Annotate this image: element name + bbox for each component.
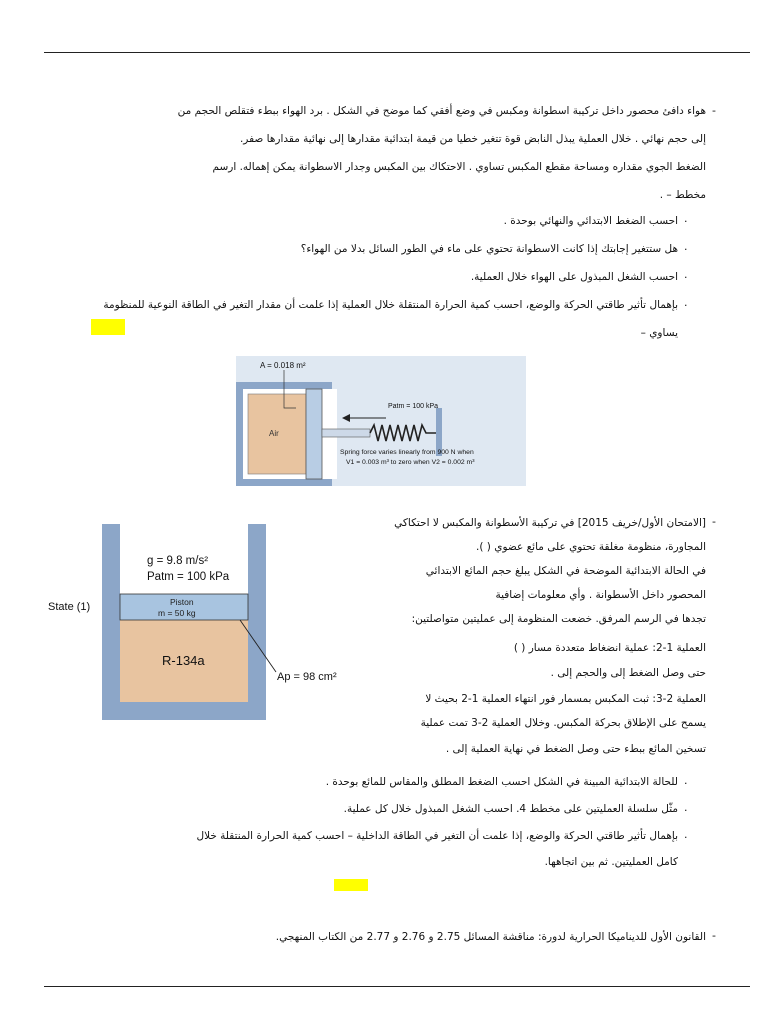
gravity-label: g = 9.8 m/s² xyxy=(147,555,209,567)
problem2-item-1: للحالة الابتدائية المبينة في الشكل احسب الضغط المطلق والمقاس للمائع بوحدة . xyxy=(325,776,678,788)
area-label: A = 0.018 m² xyxy=(260,361,306,370)
spring-note-line-2: V1 = 0.003 m³ to zero when V2 = 0.002 m³ xyxy=(346,459,475,466)
problem2-item-mark: . xyxy=(684,801,688,814)
problem2-line-8: العملية 2-3: ثبت المكبس بمسمار فور انتهاء العملية 1-2 بحيث لا xyxy=(425,693,706,705)
problem1-line-2: إلى حجم نهائي . خلال العملية يبذل النابض قوة تتغير خطيا من قيمة ابتدائية مقدارها إلى نهائية مقدارها صفر. xyxy=(239,133,706,145)
problem2-line-10: تسخين المائع ببطء حتى وصل الضغط في نهاية العملية إلى . xyxy=(445,743,706,755)
cylinder-left-wall xyxy=(102,524,120,720)
problem2-bullet: - xyxy=(712,515,716,528)
problem1-item-4: بإهمال تأثير طاقتي الحركة والوضع، احسب كمية الحرارة المنتقلة خلال العملية إذا علمت أن مقدار التغير في الطاقة النوعية للمنظومة xyxy=(103,299,678,311)
problem1-item-4-continued: يساوي – xyxy=(640,327,678,339)
air-label: Air xyxy=(269,429,279,438)
problem2-item-mark: . xyxy=(684,828,688,841)
problem2-line-4: المحصور داخل الأسطوانة . وأي معلومات إضافية xyxy=(495,589,706,601)
problem1-item-mark: . xyxy=(684,296,688,309)
answer-highlight xyxy=(334,879,368,891)
patm-label: Patm = 100 kPa xyxy=(147,571,230,583)
problem3-text: القانون الأول للديناميكا الحرارية لدورة: مناقشة المسائل 2.75 و 2.76 و 2.77 من الكتاب المنهجي. xyxy=(275,931,706,943)
problem2-item-3-continued: كامل العمليتين. ثم بين اتجاهها. xyxy=(544,856,678,868)
problem1-item-mark: . xyxy=(684,240,688,253)
problem2-item-3: بإهمال تأثير طاقتي الحركة والوضع، إذا علمت أن التغير في الطاقة الداخلية – احسب كمية الحرارة المنتقلة خلال xyxy=(196,830,678,842)
problem2-line-6: العملية 1-2: عملية انضغاط متعددة مسار ( ) xyxy=(513,642,706,654)
piston-label: Piston xyxy=(170,597,194,607)
problem2-item-mark: . xyxy=(684,774,688,787)
cylinder-right-wall xyxy=(248,524,266,720)
problem2-line-1: [الامتحان الأول/خريف 2015] في تركيبة الأسطوانة والمكبس لا احتكاكي xyxy=(394,517,706,529)
problem2-line-9: يسمح على الإطلاق بحركة المكبس. وخلال العملية 2-3 تمت عملية xyxy=(420,717,706,729)
fluid-label: R-134a xyxy=(162,653,205,668)
piston xyxy=(306,389,322,479)
problem2-line-3: في الحالة الابتدائية الموضحة في الشكل يبلغ حجم المائع الابتدائي xyxy=(425,565,706,577)
figure-vertical-cylinder xyxy=(44,520,354,725)
problem1-line-4: مخطط – . xyxy=(659,189,706,201)
piston-rod xyxy=(322,429,370,437)
problem1-item-1: احسب الضغط الابتدائي والنهائي بوحدة . xyxy=(503,215,678,227)
area-label: Ap = 98 cm² xyxy=(277,671,337,683)
problem1-line-1: هواء دافئ محصور داخل تركيبة اسطوانة ومكبس في وضع أفقي كما موضح في الشكل . برد الهواء ببطء فتقلص الحجم من xyxy=(177,105,706,117)
mass-label: m = 50 kg xyxy=(158,608,196,618)
answer-highlight xyxy=(91,319,125,335)
problem1-item-mark: . xyxy=(684,268,688,281)
problem2-line-7: حتى وصل الضغط إلى والحجم إلى . xyxy=(550,667,706,679)
patm-label: Patm = 100 kPa xyxy=(388,403,439,410)
problem1-bullet: - xyxy=(712,104,716,117)
cylinder-bottom xyxy=(102,702,266,720)
figure-piston-spring xyxy=(236,356,526,486)
problem2-line-2: المجاورة، منظومة مغلقة تحتوي على مائع عضوي ( ). xyxy=(476,541,706,553)
problem1-item-3: احسب الشغل المبذول على الهواء خلال العملية. xyxy=(470,271,678,283)
problem3-bullet: - xyxy=(712,929,716,942)
problem1-item-2: هل ستتغير إجابتك إذا كانت الاسطوانة تحتوي على ماء في الطور السائل بدلا من الهواء؟ xyxy=(300,243,678,255)
problem1-line-3: الضغط الجوي مقداره ومساحة مقطع المكبس تساوي . الاحتكاك بين المكبس وجدار الاسطوانة يمكن إهماله. ارسم xyxy=(212,161,706,173)
state-label: State (1) xyxy=(48,601,91,613)
problem2-line-5: تجدها في الرسم المرفق. خضعت المنظومة إلى عمليتين متواصلتين: xyxy=(411,613,706,625)
top-rule xyxy=(44,52,750,53)
bottom-rule xyxy=(44,986,750,987)
spring-note-line-1: Spring force varies linearly from 900 N when xyxy=(340,449,474,456)
problem1-item-mark: . xyxy=(684,212,688,225)
problem2-item-2: مثّل سلسلة العمليتين على مخطط 4. احسب الشغل المبذول خلال كل عملية. xyxy=(343,803,678,815)
